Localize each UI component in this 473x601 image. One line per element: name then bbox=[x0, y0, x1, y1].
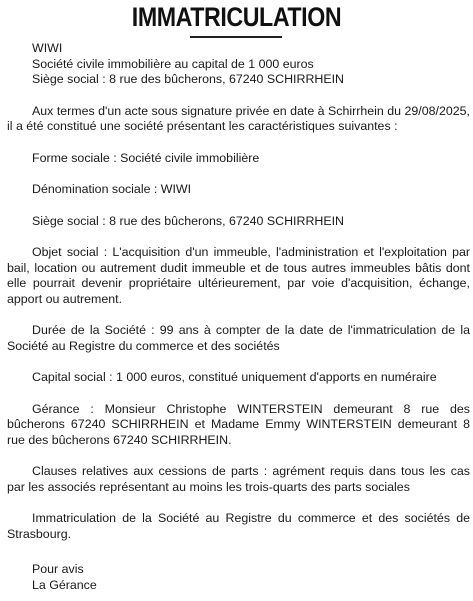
title-underline bbox=[190, 36, 282, 38]
paragraph-registration: Immatriculation de la Société au Registre du commerce et des sociétés de Strasbourg. bbox=[7, 511, 470, 541]
notice-title: IMMATRICULATION bbox=[131, 2, 342, 32]
paragraph-registered-office: Siège social : 8 rue des bûcherons, 67240 SCHIRRHEIN bbox=[32, 213, 344, 228]
company-header bbox=[0, 41, 473, 88]
paragraph-management: Gérance : Monsieur Christophe WINTERSTEIN demeurant 8 rue des bûcherons 67240 SCHIRRHEIN et Madame Emmy WINTERSTEIN demeurant 8 rue des bûcherons 67240 SCHIRRHEIN. bbox=[7, 401, 470, 447]
paragraph-share-transfer: Clauses relatives aux cessions de parts : agrément requis dans tous les cas par les associés représentant au moins les trois-quarts des parts sociales bbox=[7, 464, 470, 494]
paragraph-purpose: Objet social : L'acquisition d'un immeuble, l'administration et l'exploitation par bail, location ou autrement dudit immeuble et de tous autres immeubles bâtis dont elle pourrait devenir propriétaire ultérieurement, par voie d'acquisition, échange, apport ou autrement. bbox=[7, 245, 470, 306]
paragraph-company-name: Dénomination sociale : WIWI bbox=[32, 182, 192, 196]
notice-body bbox=[0, 41, 473, 593]
signoff-line-2: La Gérance bbox=[32, 577, 97, 592]
company-address: Siège social : 8 rue des bûcherons, 67240 SCHIRRHEIN bbox=[32, 72, 344, 86]
paragraph-deed: Aux termes d'un acte sous signature privée en date à Schirrhein du 29/08/2025, il a été constitué une société présentant les caractéristiques suivantes : bbox=[7, 103, 470, 133]
signoff-line-1: Pour avis bbox=[32, 562, 84, 576]
company-name: WIWI bbox=[32, 41, 63, 55]
company-type-capital: Société civile immobilière au capital de 1 000 euros bbox=[32, 56, 314, 71]
paragraph-share-capital: Capital social : 1 000 euros, constitué uniquement d'apports en numéraire bbox=[32, 370, 437, 384]
paragraph-legal-form: Forme sociale : Société civile immobilière bbox=[32, 150, 260, 165]
paragraph-duration: Durée de la Société : 99 ans à compter de la date de l'immatriculation de la Société au Registre du commerce et des sociétés bbox=[7, 323, 470, 353]
signoff bbox=[0, 562, 473, 593]
